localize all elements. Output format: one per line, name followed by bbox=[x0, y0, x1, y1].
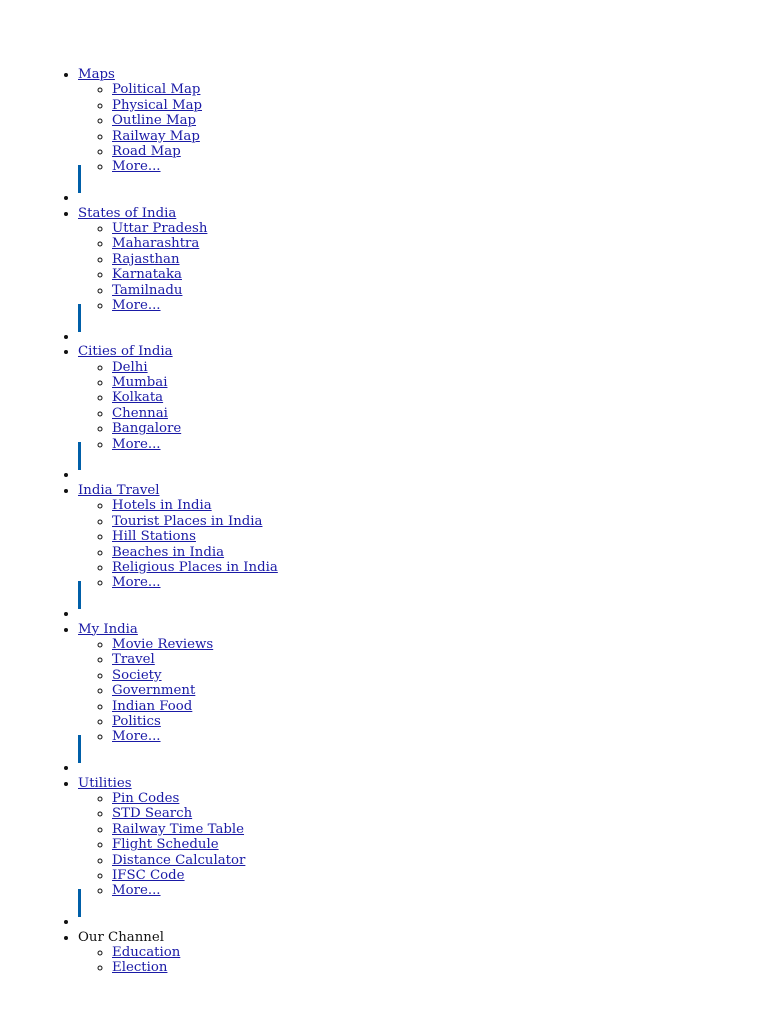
submenu-item bbox=[112, 837, 768, 852]
submenu-item bbox=[112, 236, 768, 251]
submenu-link-more[interactable]: More... bbox=[112, 436, 161, 452]
submenu-link-railway-map[interactable]: Railway Map bbox=[112, 128, 200, 144]
separator-bar bbox=[78, 735, 81, 763]
submenu-item bbox=[112, 822, 768, 837]
submenu-link-std-search[interactable]: STD Search bbox=[112, 806, 193, 822]
submenu-link-maharashtra[interactable]: Maharashtra bbox=[112, 236, 200, 252]
submenu-link-chennai[interactable]: Chennai bbox=[112, 405, 168, 421]
menu-heading-our-channel: Our Channel bbox=[78, 929, 164, 945]
menu-separator bbox=[78, 606, 768, 621]
submenu-link-politics[interactable]: Politics bbox=[112, 713, 161, 729]
submenu-item bbox=[112, 699, 768, 714]
submenu-link-hotels-in-india[interactable]: Hotels in India bbox=[112, 498, 212, 514]
submenu-item bbox=[112, 113, 768, 128]
submenu-link-religious-places-in-india[interactable]: Religious Places in India bbox=[112, 559, 278, 575]
submenu-link-mumbai[interactable]: Mumbai bbox=[112, 375, 168, 391]
menu-section-my-india bbox=[78, 622, 768, 745]
submenu-link-government[interactable]: Government bbox=[112, 683, 196, 699]
submenu-link-tamilnadu[interactable]: Tamilnadu bbox=[112, 282, 183, 298]
submenu-item bbox=[112, 159, 768, 174]
submenu-item bbox=[112, 945, 768, 960]
submenu-my-india bbox=[78, 637, 768, 745]
submenu-maps bbox=[78, 82, 768, 174]
menu-separator bbox=[78, 190, 768, 205]
separator-bar bbox=[78, 165, 81, 193]
submenu-link-uttar-pradesh[interactable]: Uttar Pradesh bbox=[112, 221, 208, 237]
menu-heading-states-of-india[interactable]: States of India bbox=[78, 205, 177, 221]
menu-separator bbox=[78, 760, 768, 775]
submenu-link-road-map[interactable]: Road Map bbox=[112, 144, 181, 160]
submenu-item bbox=[112, 129, 768, 144]
submenu-item bbox=[112, 853, 768, 868]
submenu-link-bangalore[interactable]: Bangalore bbox=[112, 421, 182, 437]
menu-separator bbox=[78, 467, 768, 482]
menu-separator bbox=[78, 914, 768, 929]
menu-section-maps bbox=[78, 67, 768, 175]
submenu-link-distance-calculator[interactable]: Distance Calculator bbox=[112, 852, 246, 868]
submenu-states-of-india bbox=[78, 221, 768, 313]
submenu-link-ifsc-code[interactable]: IFSC Code bbox=[112, 867, 185, 883]
submenu-cities-of-india bbox=[78, 360, 768, 452]
submenu-link-more[interactable]: More... bbox=[112, 729, 161, 745]
submenu-item bbox=[112, 868, 768, 883]
menu-section-cities-of-india bbox=[78, 344, 768, 452]
submenu-link-karnataka[interactable]: Karnataka bbox=[112, 267, 182, 283]
submenu-link-kolkata[interactable]: Kolkata bbox=[112, 390, 164, 406]
submenu-link-more[interactable]: More... bbox=[112, 298, 161, 314]
submenu-item bbox=[112, 267, 768, 282]
submenu-item bbox=[112, 421, 768, 436]
submenu-link-indian-food[interactable]: Indian Food bbox=[112, 698, 193, 714]
submenu-item bbox=[112, 283, 768, 298]
submenu-link-flight-schedule[interactable]: Flight Schedule bbox=[112, 837, 219, 853]
submenu-link-outline-map[interactable]: Outline Map bbox=[112, 113, 197, 129]
submenu-item bbox=[112, 514, 768, 529]
submenu-link-more[interactable]: More... bbox=[112, 883, 161, 899]
submenu-link-pin-codes[interactable]: Pin Codes bbox=[112, 790, 180, 806]
submenu-item bbox=[112, 437, 768, 452]
submenu-item bbox=[112, 545, 768, 560]
submenu-item bbox=[112, 144, 768, 159]
submenu-link-political-map[interactable]: Political Map bbox=[112, 82, 201, 98]
submenu-item bbox=[112, 390, 768, 405]
submenu-item bbox=[112, 637, 768, 652]
menu-spacer bbox=[78, 452, 768, 467]
submenu-item bbox=[112, 652, 768, 667]
submenu-item bbox=[112, 729, 768, 744]
submenu-link-movie-reviews[interactable]: Movie Reviews bbox=[112, 636, 214, 652]
submenu-item bbox=[112, 221, 768, 236]
submenu-link-rajasthan[interactable]: Rajasthan bbox=[112, 251, 180, 267]
submenu-item bbox=[112, 360, 768, 375]
submenu-link-society[interactable]: Society bbox=[112, 667, 162, 683]
submenu-item bbox=[112, 883, 768, 898]
menu-heading-my-india[interactable]: My India bbox=[78, 621, 138, 637]
submenu-item bbox=[112, 683, 768, 698]
submenu-item bbox=[112, 298, 768, 313]
submenu-item bbox=[112, 498, 768, 513]
submenu-utilities bbox=[78, 791, 768, 899]
menu-heading-cities-of-india[interactable]: Cities of India bbox=[78, 344, 173, 360]
menu-spacer bbox=[78, 313, 768, 328]
submenu-link-education[interactable]: Education bbox=[112, 944, 181, 960]
submenu-item bbox=[112, 252, 768, 267]
menu-spacer bbox=[78, 745, 768, 760]
separator-bar bbox=[78, 889, 81, 917]
submenu-link-physical-map[interactable]: Physical Map bbox=[112, 97, 203, 113]
menu-heading-maps[interactable]: Maps bbox=[78, 67, 115, 82]
submenu-item bbox=[112, 529, 768, 544]
submenu-india-travel bbox=[78, 498, 768, 590]
submenu-item bbox=[112, 806, 768, 821]
menu-section-our-channel bbox=[78, 930, 768, 976]
menu-spacer bbox=[78, 899, 768, 914]
submenu-item bbox=[112, 375, 768, 390]
menu-separator bbox=[78, 329, 768, 344]
menu-spacer bbox=[78, 591, 768, 606]
submenu-link-travel[interactable]: Travel bbox=[112, 652, 155, 668]
menu-heading-india-travel[interactable]: India Travel bbox=[78, 482, 160, 498]
submenu-item bbox=[112, 668, 768, 683]
separator-bar bbox=[78, 442, 81, 470]
submenu-link-more[interactable]: More... bbox=[112, 575, 161, 591]
submenu-our-channel bbox=[78, 945, 768, 976]
submenu-link-beaches-in-india[interactable]: Beaches in India bbox=[112, 544, 225, 560]
submenu-item bbox=[112, 960, 768, 975]
submenu-item bbox=[112, 575, 768, 590]
submenu-link-railway-time-table[interactable]: Railway Time Table bbox=[112, 821, 245, 837]
menu-section-india-travel bbox=[78, 483, 768, 591]
submenu-link-delhi[interactable]: Delhi bbox=[112, 359, 148, 375]
submenu-link-hill-stations[interactable]: Hill Stations bbox=[112, 529, 196, 545]
submenu-item bbox=[112, 560, 768, 575]
submenu-item bbox=[112, 791, 768, 806]
menu-section-states-of-india bbox=[78, 206, 768, 314]
menu-section-utilities bbox=[78, 776, 768, 899]
submenu-link-tourist-places-in-india[interactable]: Tourist Places in India bbox=[112, 513, 263, 529]
separator-bar bbox=[78, 581, 81, 609]
submenu-link-more[interactable]: More... bbox=[112, 159, 161, 175]
submenu-link-election[interactable]: Election bbox=[112, 960, 168, 976]
submenu-item bbox=[112, 714, 768, 729]
menu-heading-utilities[interactable]: Utilities bbox=[78, 775, 132, 791]
separator-bar bbox=[78, 304, 81, 332]
submenu-item bbox=[112, 98, 768, 113]
submenu-item bbox=[112, 406, 768, 421]
submenu-item bbox=[112, 82, 768, 97]
menu-spacer bbox=[78, 175, 768, 190]
